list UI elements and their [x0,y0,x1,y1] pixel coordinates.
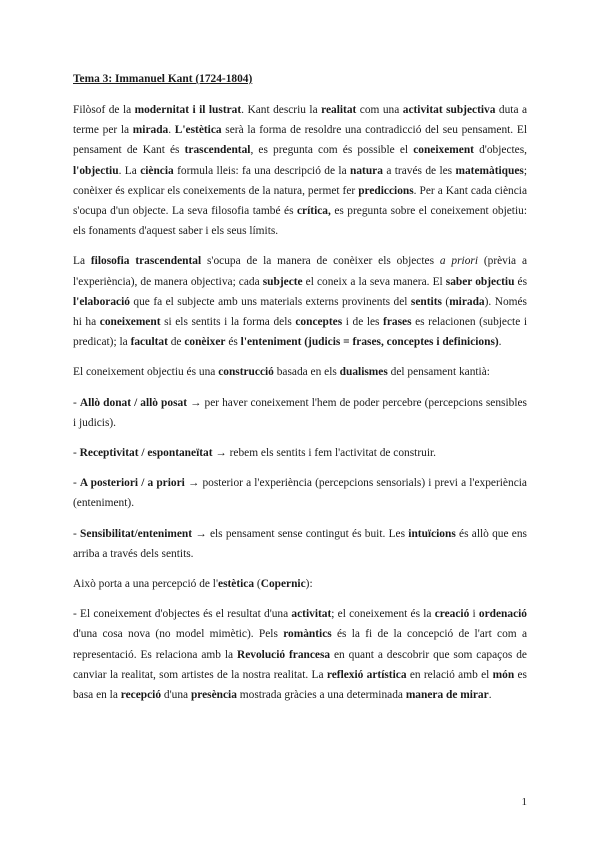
text-run: ; conèixer és explicar els coneixements de la natura, permet fer [73,164,527,197]
bold-text: presència [190,689,237,702]
text-run: és la fi de la concepció de l'art com a representació. Es relaciona amb la [73,628,528,661]
bold-text: sentits [410,295,442,308]
bold-text: l'objectiu [73,164,119,177]
bold-text: filosofia trascendental [90,255,202,268]
text-run: . Per a Kant cada ciència s'ocupa d'un objecte. La seva filosofia també és [73,184,527,218]
bold-text: estètica [218,578,255,591]
text-run: del pensament kantià: [387,366,490,379]
bold-text: Allò donat / allò posat [79,396,188,409]
text-run: - El coneixement d'objectes és el resultat d'una [73,608,292,621]
bold-text: realitat [321,104,357,116]
bold-text: conèixer [184,336,226,349]
bold-text: facultat [130,336,168,349]
text-run: és [514,275,527,288]
text-run: - [73,477,80,490]
text-run: el coneix a la seva manera. El [302,275,446,288]
text-run: ( [441,295,450,308]
text-run: de [167,336,185,349]
document-body [73,71,527,715]
text-run: duta a terme per la [73,104,528,137]
text-run: La [73,255,91,268]
text-run: El coneixement objectiu és una [73,366,219,379]
text-run: ( [254,578,261,591]
paragraph [73,100,527,241]
text-run: i de les [342,316,384,329]
text-run: . [498,336,502,349]
text-run: ; el coneixement és la [331,608,435,621]
text-run: basada en els [273,366,340,379]
bold-text: frases [383,316,412,329]
text-run: d'una cosa nova (no model mimètic). Pels [73,628,284,641]
text-run: formula lleis: fa una descripció de la [173,164,351,177]
bold-text: construcció [218,366,274,379]
bold-text: mirada [449,295,485,308]
text-run: → rebem els sentits i fem l'activitat de construir. [212,447,437,460]
text-run: → posterior a l'experiència (percepcions sensorials) i previ a l'experiència (enteniment). [73,477,527,510]
bold-text: manera de mirar [405,689,489,702]
text-run: → per haver coneixement l'hem de poder percebre (percepcions sensibles i judicis). [73,396,527,429]
text-run: en quant a descobrir que som capaços de canviar la realitat, som artistes de la nostra realitat. La [73,648,527,681]
bold-text: coneixement [99,316,161,329]
paragraph [73,524,527,564]
paragraph [73,362,527,382]
text-run: serà la forma de resoldre una contradicció del seu pensament. El pensament de Kant és [73,124,527,157]
bold-text: ordenació [478,608,527,621]
text-run: es pregunta sobre el coneixement objetiu: els fonaments d'aquest saber i els seus límits. [73,205,527,238]
text-run: és allò que ens arriba a través dels sentits. [73,527,527,560]
paragraph [73,251,527,352]
bold-text: intuïcions [408,527,456,540]
text-run: . [168,124,175,137]
text-run: , es pregunta com és possible el [250,144,414,157]
text-run: Filòsof de la [73,104,135,116]
bold-text: l'elaboració [73,295,130,308]
bold-text: A posteriori / a priori [79,477,185,490]
paragraph [73,443,527,463]
bold-text: matemàtiques [455,164,524,177]
bold-text: prediccions [358,184,414,197]
text-run: a través de les [382,164,456,177]
bold-text: crítica, [297,205,331,218]
text-run: d'objectes, [473,144,528,157]
text-run: ). Només hi ha [73,295,527,329]
paragraph-list [73,100,527,705]
text-run: . La [118,164,141,177]
text-run: és [225,336,241,349]
page-title: Tema 3: Immanuel Kant (1724-1804) [73,73,253,85]
bold-text: natura [350,164,383,177]
text-run: com una [356,104,403,116]
text-run: . [488,689,492,702]
paragraph [73,473,527,513]
text-run: que fa el subjecte amb uns materials externs provinents del [129,295,411,308]
bold-text: L'estètica [174,124,222,137]
text-run: ): [305,578,313,591]
text-run: mostrada gràcies a una determinada [236,689,406,702]
bold-text: trascendental [184,144,251,157]
text-run: si els sentits i la forma dels [160,316,296,329]
text-run: - [73,527,81,540]
bold-text: creació [434,608,470,621]
italic-text: a priori [439,255,478,268]
text-run: d'una [161,689,191,702]
bold-text: Copernic [260,578,306,591]
bold-text: subjecte [262,275,303,288]
bold-text: modernitat i il lustrat [134,104,242,116]
text-run: es relacionen (subjecte i predicat); la [73,316,527,349]
bold-text: Receptivitat / espontaneïtat [79,447,213,460]
text-run: - [73,396,80,409]
text-run: Això porta a una percepció de l' [73,578,219,591]
paragraph [73,574,527,594]
bold-text: mirada [132,124,169,137]
bold-text: activitat [291,608,332,621]
bold-text: activitat subjectiva [402,104,496,116]
text-run: → els pensament sense contingut és buit. Les [192,527,409,540]
bold-text: romàntics [283,628,332,641]
bold-text: conceptes [295,316,343,329]
bold-text: recepció [120,689,162,702]
page-number: 1 [521,796,527,808]
bold-text: Revolució francesa [237,648,331,661]
text-run: . Kant descriu la [241,104,322,116]
paragraph [73,604,527,705]
bold-text: món [492,668,515,681]
paragraph [73,393,527,433]
bold-text: reflexió artística [326,668,407,681]
text-run: s'ocupa de la manera de conèixer els objectes [201,255,440,268]
bold-text: l'enteniment (judicis = frases, conceptes i definicions) [240,336,499,349]
text-run: - [73,447,80,460]
text-run: i [469,608,479,621]
bold-text: ciència [140,164,174,177]
bold-text: coneixement [413,144,474,157]
bold-text: dualismes [339,366,388,379]
text-run: en relació amb el [406,668,493,681]
bold-text: Sensibilitat/enteniment [80,527,193,540]
text-run: es basa en la [73,668,527,702]
text-run: (prèvia a l'experiència), de manera objectiva; cada [73,255,528,288]
bold-text: saber objectiu [445,275,515,288]
